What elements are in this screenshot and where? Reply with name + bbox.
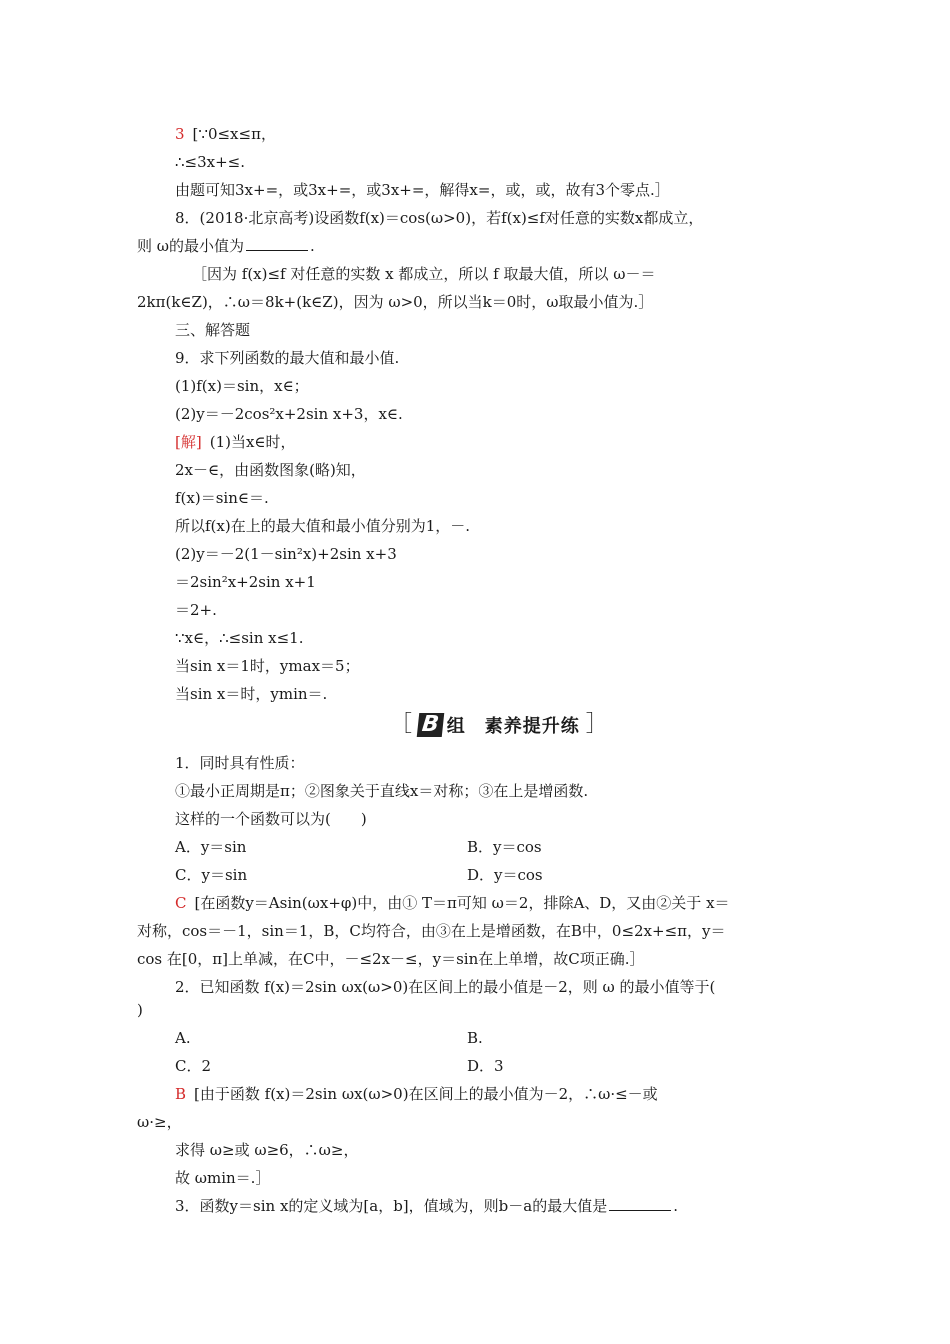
text-line xyxy=(175,1196,678,1216)
line-text-after: . xyxy=(310,237,315,255)
text-line xyxy=(175,348,399,368)
section-open-bracket: ［ xyxy=(390,712,413,737)
text-line xyxy=(137,1000,143,1020)
line-text: ω·≥， xyxy=(137,1113,182,1131)
line-text: 1．同时具有性质： xyxy=(175,754,305,772)
line-text: 则 ω的最小值为 xyxy=(137,237,245,255)
line-text: 所以f(x)在上的最大值和最小值分别为1，－. xyxy=(175,517,471,535)
text-line xyxy=(467,1056,504,1076)
text-line xyxy=(175,124,276,144)
text-line xyxy=(175,865,247,885)
line-text: C．2 xyxy=(175,1057,212,1075)
text-line xyxy=(175,320,250,340)
text-line xyxy=(192,264,655,284)
text-line xyxy=(137,1112,182,1132)
text-line xyxy=(175,404,403,424)
line-text: [由于函数 f(x)＝2sin ωx(ω>0)在区间上的最小值为－2，∴ω·≤－或 xyxy=(194,1085,658,1103)
text-line xyxy=(175,809,367,829)
line-text: ＝2+. xyxy=(175,601,217,619)
answer-mark: C xyxy=(175,894,187,912)
text-line xyxy=(175,893,730,913)
line-text: 求得 ω≥或 ω≥6，∴ω≥， xyxy=(175,1141,359,1159)
line-text-after: . xyxy=(673,1197,678,1215)
line-text: 对称，cos＝－1，sin＝1，B，C均符合，由③在上是增函数，在B中，0≤2x+≤π，y＝ xyxy=(137,922,726,940)
answer-blank xyxy=(246,236,308,251)
text-line xyxy=(467,837,542,857)
text-line xyxy=(175,1168,270,1188)
text-line xyxy=(175,180,670,200)
text-line xyxy=(175,1084,658,1104)
line-text: ①最小正周期是π；②图象关于直线x＝对称；③在上是增函数. xyxy=(175,782,589,800)
line-text: 8．(2018·北京高考)设函数f(x)＝cos(ω>0)，若f(x)≤f对任意的实数x都成立， xyxy=(175,209,704,227)
text-line xyxy=(175,516,470,536)
answer-mark: 3 xyxy=(175,125,185,143)
text-line xyxy=(175,376,309,396)
line-text: D．y＝cos xyxy=(467,866,543,884)
line-text: ) xyxy=(137,1001,143,1019)
text-line xyxy=(175,753,305,773)
line-text: ＝2sin²x+2sin x+1 xyxy=(175,573,316,591)
line-text: 当sin x＝1时，ymax＝5； xyxy=(175,657,360,675)
text-line xyxy=(175,600,217,620)
line-text: f(x)＝sin∈＝. xyxy=(175,489,269,507)
text-line xyxy=(175,781,588,801)
answer-blank xyxy=(609,1196,671,1211)
line-text: 3．函数y＝sin x的定义域为[a，b]，值域为，则b－a的最大值是 xyxy=(175,1197,608,1215)
line-text: 三、解答题 xyxy=(175,321,251,339)
line-text: D．3 xyxy=(467,1057,504,1075)
text-line xyxy=(175,837,246,857)
line-text: (2)y＝－2cos²x+2sin x+3，x∈. xyxy=(175,405,403,423)
line-text: [在函数y＝Asin(ωx+φ)中，由① T＝π可知 ω＝2，排除A、D，又由②关于 x＝ xyxy=(194,894,730,912)
text-line xyxy=(175,544,397,564)
section-header-b xyxy=(390,712,608,738)
line-text: ［因为 f(x)≤f 对任意的实数 x 都成立，所以 f 取最大值，所以 ω－＝ xyxy=(192,265,656,283)
answer-mark: B xyxy=(175,1085,187,1103)
line-text: B．y＝cos xyxy=(467,838,542,856)
text-line xyxy=(137,921,725,941)
text-line xyxy=(175,208,703,228)
text-line xyxy=(175,432,296,452)
section-title: 组 素养提升练 xyxy=(446,716,580,737)
text-line xyxy=(175,977,715,997)
text-line xyxy=(175,152,245,172)
section-badge: B xyxy=(417,713,444,737)
line-text: ∵x∈，∴≤sin x≤1. xyxy=(175,629,304,647)
line-text: (2)y＝－2(1－sin²x)+2sin x+3 xyxy=(175,545,397,563)
line-text: 2x－∈，由函数图象(略)知， xyxy=(175,461,366,479)
text-line xyxy=(175,460,366,480)
text-line xyxy=(175,572,316,592)
line-text: 由题可知3x+=，或3x+=，或3x+=，解得x=，或，或，故有3个零点.］ xyxy=(175,181,670,199)
line-text: 2kπ(k∈Z)，∴ω＝8k+(k∈Z)，因为 ω>0，所以当k＝0时，ω取最小值为.］ xyxy=(137,293,654,311)
line-text: C．y＝sin xyxy=(175,866,248,884)
text-line xyxy=(467,1028,483,1048)
line-text: 故 ωmin＝.］ xyxy=(175,1169,271,1187)
text-line xyxy=(467,865,543,885)
text-line xyxy=(175,628,303,648)
line-text: (1)f(x)＝sin，x∈； xyxy=(175,377,309,395)
text-line xyxy=(175,488,269,508)
text-line xyxy=(175,684,327,704)
answer-mark: [解] xyxy=(175,433,202,451)
line-text: B. xyxy=(467,1029,483,1047)
line-text: cos 在[0，π]上单减，在C中，－≤2x－≤，y＝sin在上单增，故C项正确.］ xyxy=(137,950,645,968)
line-text: (1)当x∈时， xyxy=(209,433,296,451)
text-line xyxy=(175,1028,191,1048)
line-text: [∵0≤x≤π， xyxy=(192,125,276,143)
line-text: ∴≤3x+≤. xyxy=(175,153,246,171)
line-text: A. xyxy=(175,1029,191,1047)
line-text: 这样的一个函数可以为( ) xyxy=(175,810,367,828)
text-line xyxy=(175,656,360,676)
section-close-bracket: ］ xyxy=(585,712,608,737)
line-text: 当sin x＝时，ymin＝. xyxy=(175,685,328,703)
line-text: 2．已知函数 f(x)＝2sin ωx(ω>0)在区间上的最小值是－2，则 ω 的最小值等于( xyxy=(175,978,716,996)
text-line xyxy=(137,292,653,312)
text-line xyxy=(137,236,315,256)
line-text: 9．求下列函数的最大值和最小值. xyxy=(175,349,400,367)
text-line xyxy=(137,949,645,969)
line-text: A．y＝sin xyxy=(175,838,247,856)
text-line xyxy=(175,1140,358,1160)
text-line xyxy=(175,1056,211,1076)
